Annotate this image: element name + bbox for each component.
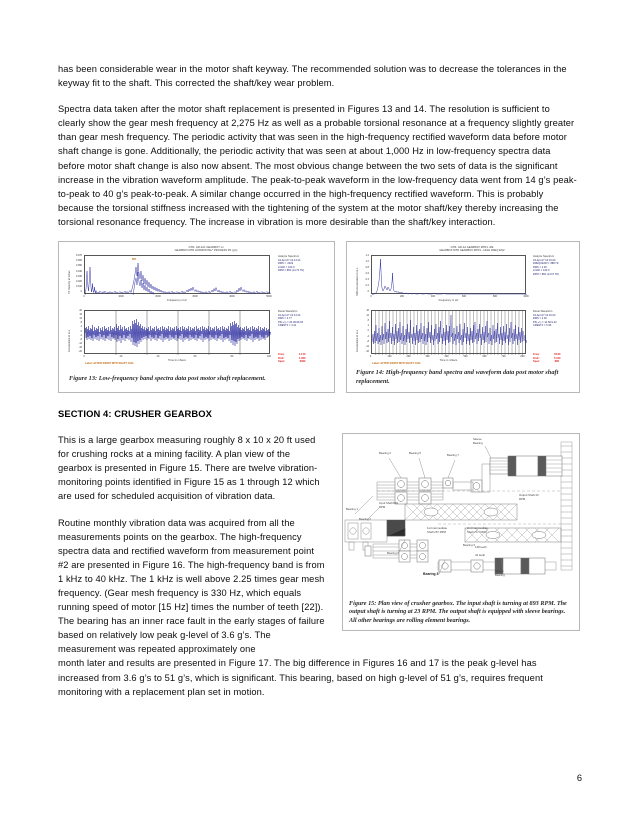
y-tick: 0.6 [365,272,369,276]
y-tick: 0.020 [76,280,82,284]
label-second-intermediate-shaft: 2nd Intermediate Shaft 74.7 RPM [467,526,488,534]
spectrum-x-axis-label: Frequency in Hz [438,298,459,302]
spectrum-title-line1: GTR- GR-1A1 GEARMOT -H [188,246,224,250]
waveform-label-note: Label: AFTER 3/29/07 MTR SHAFT CHG [372,362,421,366]
cursor-label: Spec: [278,360,286,364]
y-tick: 4 [367,324,369,328]
y-tick: -8 [79,337,82,341]
y-tick: -12 [365,344,369,348]
x-tick: 800 [520,355,525,359]
y-tick: -4 [79,333,82,337]
y-tick: 0.4 [365,278,369,282]
cursor-label: Freq: [278,353,285,357]
legend-item: RPM = 882 (14.70 Hz) [278,269,304,273]
y-tick: 8 [367,319,369,323]
x-tick: 1000 [523,295,529,299]
legend-item: CRESTF = 5.90 [533,324,552,328]
y-tick: 0.040 [76,269,82,273]
x-tick: 4000 [229,295,235,299]
label-bearing-4: Bearing 4 [379,451,391,456]
spectrum-x-axis-label: Frequency in Hz [167,298,187,302]
y-tick: 0 [367,329,369,333]
legend-item: CRESTF = 4.21 [278,324,297,328]
x-tick: 1000 [118,295,124,299]
legend-item: 04-Apr-07 10:14:14 [278,313,301,317]
spectrum-trace [372,256,527,295]
spectrum-y-axis-label: PK Velocity in in/sec [68,270,71,295]
y-tick: -8 [366,339,369,343]
waveform-plot-area [84,310,270,354]
section-4-body [58,433,580,656]
x-tick: 5000 [266,295,272,299]
cursor-label: Spec: [533,360,541,364]
label-gear-44-teeth: 44 teeth [475,553,486,558]
y-tick: 0.060 [76,259,82,263]
legend-title: Route Waveform [533,310,553,314]
figure-13 [58,241,335,393]
cursor-row [533,360,561,364]
y-tick: -12 [78,341,82,345]
x-tick: 0 [370,295,372,299]
label-sleeve-bearing-top: Sleeve Bearing [473,437,483,445]
legend-item: RMS = 2.00 [533,317,547,321]
waveform-y-axis-label: Acceleration in G-s [356,329,359,353]
figure-13-spectrum-chart [64,246,330,304]
waveform-x-axis-label: Time in mSecs [168,358,186,362]
cursor-row [278,360,306,364]
x-tick: 800 [493,295,497,299]
cursor-label: Freq: [533,353,540,357]
x-tick: 100 [267,355,271,359]
y-tick: -16 [365,349,369,353]
y-tick: 16 [79,313,82,317]
legend-item: LOAD = 100.0 [278,265,295,269]
label-bearing-6: Bearing 6 [387,551,399,556]
x-tick: 600 [462,295,466,299]
spectrum-y-axis-label: RMS Acceleration in G-s [356,267,359,297]
x-tick: 200 [400,295,404,299]
paragraph-4: Routine monthly vibration data was acquired from all the measurements points on the gearbox. The high-frequency spectra data and rectified waveform from measurement point #2 are presented in Figure 16. The high-frequency band is from 1 kHz to 40 kHz. The 1 kHz is well above 2.25 times gear mesh frequency. (Gear mesh frequency is 330 Hz, which equals running speed of motor [15 Hz] times the number of teeth [22]). The bearing has an inner race fault in the early stages of failure based on relatively low peak g-level of 3.6 g’s. The measurement was repeated approximately one [58,517,325,655]
spectrum-title-line2: GEARBOX MTR HORIZONTAL* PROCESS PK (g’s) [174,249,238,253]
spectrum-trace [85,256,271,295]
label-bearing-1: Bearing 1 [346,507,358,512]
x-tick: 600 [482,355,487,359]
x-tick: 700 [501,355,506,359]
legend-item: 04-Apr-07 10:14:14 [278,258,301,262]
paragraph-2: Spectra data taken after the motor shaft replacement is presented in Figures 13 and 14. The resolution is sufficient to clearly show the gear mesh frequency at 2,275 Hz as well as a probable torsional resonance at a frequency slightly greater than gear mesh frequency. The periodic activity that was seen in the high-frequency rectified waveform data before motor shaft change is gone. Additionally, the periodic activity that was seen at about 1,000 Hz in low-frequency spectra data before motor shaft change is also now absent. The most obvious change between the two sets of data is the significant increase in the vibration waveform amplitude. The peak-to-peak waveform in the low-frequency data went from 14 g’s peak-to-peak to 40 g’s peak-to-peak. A similar change occurred in the high-frequency rectified waveform. This is probably because the torsional stiffness increased with the tightening of the system at the motor shaft/key thereby increasing the torsional resonance frequency. The increase in vibration is more desirable than the shaft/key interaction. [58,104,577,227]
waveform-label-note: Label: AFTER 3/29/07 MTR SHAFT CHG [85,362,134,366]
y-tick: 1.0 [365,260,369,264]
label-bearing-3: Bearing 3 [463,543,475,548]
y-tick: 0.050 [76,264,82,268]
label-bearing-5: Bearing 5 [409,451,421,456]
legend-item: RMS = .0022 [278,262,294,266]
figure-15-caption: Figure 15: Plan view of crusher gearbox. The input shaft is turning at 893 RPM. The output shaft is turning at 23 RPM. The output shaft is equipped with sleeve bearings. All other bearings are rolling element bearings. [349,600,567,624]
spectrum-title [82,246,330,253]
waveform-legend [278,310,303,328]
spectrum-title-line2: GEARBOX MTR GEARBOX MTR1 - HIGH FREQ ENV [439,249,505,253]
cursor-value: 78.00 [554,353,561,357]
legend-item: 04-Apr-07 10:16:20 [533,258,556,262]
y-tick: 0 [80,329,82,333]
x-tick: 80 [230,355,234,359]
section-4-heading: SECTION 4: CRUSHER GEARBOX [58,408,213,420]
spectrum-plot-area [371,255,526,294]
x-tick: 400 [444,355,449,359]
x-tick: 2000 [155,295,161,299]
y-tick: 0 [367,290,369,294]
spectrum-plot-area [84,255,270,294]
y-tick: 0.070 [76,254,82,258]
cursor-value: 14.70 [299,353,306,357]
label-input-shaft: Input Shaft 893 RPM [379,501,398,509]
figure-14-spectrum-chart [352,246,576,304]
legend-title: Route Waveform [278,310,298,314]
legend-item: RMS = 2.00 [533,265,547,269]
cursor-value: .0002 [299,360,306,364]
label-gear-148-teeth: 148 teeth [475,545,487,550]
legend-item: PK(+/-) = 20.09/19.63 [278,320,304,324]
y-tick: 1.2 [365,254,369,258]
legend-item: 04-Apr-07 10:16:20 [533,313,556,317]
y-tick: -20 [78,350,82,354]
waveform-legend [533,310,557,328]
waveform-trace [85,311,271,355]
spectrum-peak-label: 887 [132,258,137,262]
label-bearing-8: Bearing 8 [423,572,439,577]
label-sleeve-bearing-bottom: Sleeve Bearing [495,569,505,577]
label-bearing-2: Bearing 2 [359,517,371,522]
legend-item: FREQUENCY: 888 Hz [533,262,559,266]
cursor-value: .680 [554,360,560,364]
label-bearing-7: Bearing 7 [447,453,459,458]
legend-title: Analyze Spectrum [278,255,300,259]
spectrum-title-line1: GTR- GR-1A GEARBOX MTR1 -RE [450,246,494,250]
y-tick: 8 [80,321,82,325]
x-tick: 0 [83,295,85,299]
figure-14-caption: Figure 14: High-frequency band spectra and waveform data post motor shaft replacement. [356,369,559,385]
waveform-cursor-readout [278,353,306,364]
page-content [58,62,580,711]
y-tick: -16 [78,345,82,349]
page-number: 6 [576,773,582,783]
spectrum-title [368,246,576,253]
y-tick: 12 [366,314,369,318]
paragraph-5: month later and results are presented in Figure 17. The big difference in Figures 16 and 17 is the peak g-level has increased from 3.6 g’s to 51 g’s, which is significant. This bearing, based on high g-level of 51 g’s, requires frequent monitoring with a replacement plan set in motion. [58,658,543,697]
x-tick: 500 [463,355,468,359]
waveform-y-axis-label: Acceleration in G-s [68,329,71,353]
figure-13-caption: Figure 13: Low-frequency band spectra data post motor shaft replacement. [69,374,266,382]
y-tick: 0 [80,290,82,294]
waveform-cursor-readout [533,353,561,364]
y-tick: 16 [366,309,369,313]
legend-title: Analyze Spectrum [533,255,555,259]
x-tick: 20 [119,355,123,359]
legend-item: RMS = 4.77 [278,317,292,321]
waveform-plot-area [371,310,526,354]
y-tick: 12 [79,317,82,321]
paragraph-1: has been considerable wear in the motor shaft keyway. The recommended solution was to decrease the tolerances in the keyway fit to the shaft. This corrected the shaft/key wear problem. [58,64,567,89]
waveform-trace [372,311,527,355]
x-tick: 100 [387,355,392,359]
spectrum-legend [533,255,559,276]
x-tick: 400 [431,295,435,299]
figure-14-waveform-chart [352,306,576,364]
figure-15 [342,433,580,631]
y-tick: 0.010 [76,285,82,289]
y-tick: -4 [366,334,369,338]
figure-14 [346,241,580,393]
paragraph-3: This is a large gearbox measuring roughly 8 x 10 x 20 ft used for crushing rocks at a mining facility. A plan view of the gearbox is presented in Figure 15. There are twelve vibration-monitoring points identified in Figure 15 as 1 through 12 which are used for scheduled acquisition of vibration data. [58,435,320,502]
y-tick: 0.2 [365,284,369,288]
y-tick: 0.030 [76,274,82,278]
x-tick: 200 [406,355,411,359]
spectrum-legend [278,255,304,273]
x-tick: 3000 [192,295,198,299]
label-intermediate-shaft: 1st Intermediate Shaft 267 RPM [427,526,448,534]
cursor-value: 5.310 [554,356,561,360]
x-tick: 40 [156,355,160,359]
y-tick: 0.8 [365,266,369,270]
legend-item: LOAD = 100.0 [533,269,550,273]
y-tick: 20 [79,309,82,313]
cursor-label: Ordr: [278,356,285,360]
cursor-value: 1.000 [299,356,306,360]
x-tick: 60 [193,355,197,359]
legend-item: RPM = 882 (14.67 Hz) [533,272,559,276]
legend-item: PK(+/-) = 14.66/1.22 [533,320,557,324]
waveform-x-axis-label: Time in mSecs [439,358,458,362]
x-tick: 0 [83,355,85,359]
x-tick: 0 [369,355,372,359]
label-output-shaft: Output Shaft 23 RPM [519,493,539,501]
x-tick: 300 [425,355,430,359]
cursor-label: Ordr: [533,356,540,360]
figure-13-waveform-chart [64,306,330,364]
y-tick: 4 [80,325,82,329]
figure-row-13-14 [58,241,580,393]
